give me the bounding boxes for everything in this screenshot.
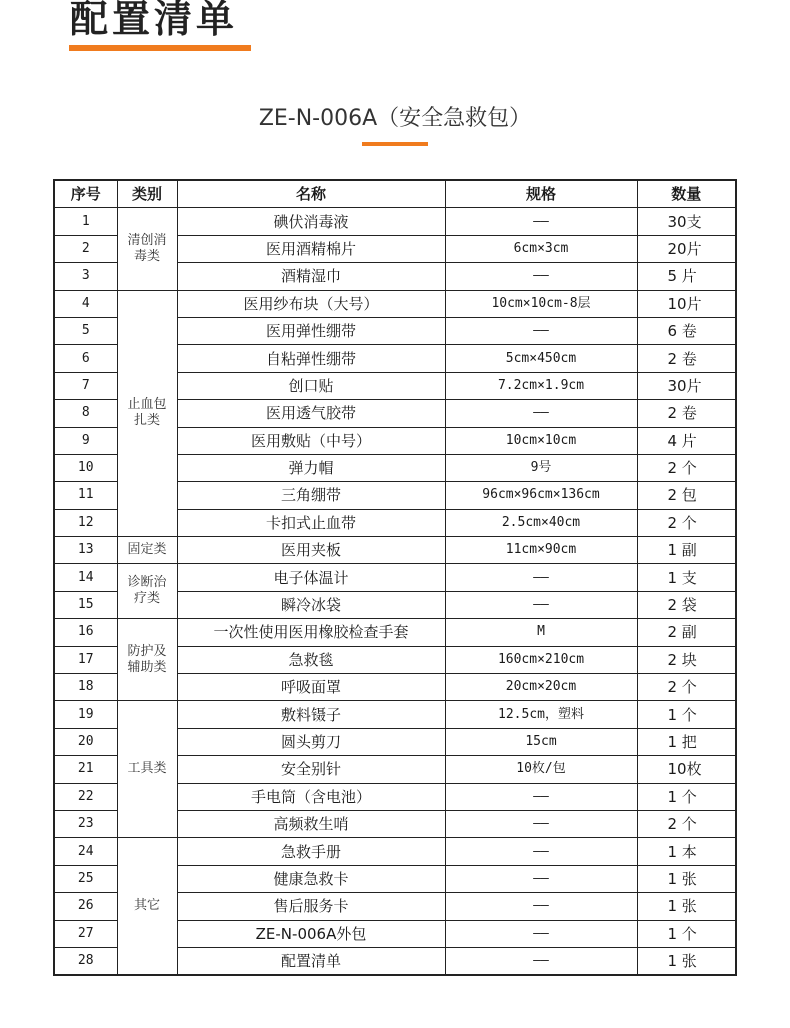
item-spec: 10cm×10cm-8层: [445, 290, 637, 317]
item-spec: ——: [445, 920, 637, 947]
table-row: [54, 537, 736, 564]
item-spec: 6cm×3cm: [445, 235, 637, 262]
item-spec: ——: [445, 947, 637, 975]
item-quantity: 10枚: [637, 756, 736, 783]
category-cell: 工具类: [117, 701, 177, 838]
row-number: 4: [54, 290, 117, 317]
item-name: 医用透气胶带: [177, 400, 445, 427]
item-name: 高频救生哨: [177, 810, 445, 837]
col-header-category: 类别: [117, 180, 177, 208]
item-quantity: 2 个: [637, 509, 736, 536]
row-number: 11: [54, 482, 117, 509]
item-spec: ——: [445, 591, 637, 618]
row-number: 27: [54, 920, 117, 947]
row-number: 17: [54, 646, 117, 673]
item-quantity: 6 卷: [637, 317, 736, 344]
row-number: 25: [54, 865, 117, 892]
row-number: 12: [54, 509, 117, 536]
item-name: 医用夹板: [177, 537, 445, 564]
row-number: 14: [54, 564, 117, 591]
table-row: [54, 208, 736, 235]
item-spec: ——: [445, 838, 637, 865]
item-name: 急救手册: [177, 838, 445, 865]
item-quantity: 20片: [637, 235, 736, 262]
row-number: 10: [54, 454, 117, 481]
table-body: [54, 208, 736, 975]
item-spec: 2.5cm×40cm: [445, 509, 637, 536]
item-name: 瞬冷冰袋: [177, 591, 445, 618]
item-name: 弹力帽: [177, 454, 445, 481]
row-number: 23: [54, 810, 117, 837]
item-name: 健康急救卡: [177, 865, 445, 892]
item-quantity: 2 个: [637, 454, 736, 481]
row-number: 20: [54, 728, 117, 755]
item-spec: ——: [445, 783, 637, 810]
category-cell: 固定类: [117, 537, 177, 564]
item-name: 酒精湿巾: [177, 263, 445, 290]
item-quantity: 2 个: [637, 810, 736, 837]
item-name: 手电筒（含电池）: [177, 783, 445, 810]
col-header-name: 名称: [177, 180, 445, 208]
item-quantity: 1 个: [637, 920, 736, 947]
item-name: 创口贴: [177, 372, 445, 399]
item-name: 医用酒精棉片: [177, 235, 445, 262]
item-quantity: 1 个: [637, 701, 736, 728]
row-number: 24: [54, 838, 117, 865]
table-row: [54, 838, 736, 865]
row-number: 18: [54, 674, 117, 701]
title-underline: [69, 45, 251, 51]
row-number: 13: [54, 537, 117, 564]
item-spec: 10枚/包: [445, 756, 637, 783]
item-quantity: 2 卷: [637, 345, 736, 372]
row-number: 22: [54, 783, 117, 810]
category-cell: 防护及辅助类: [117, 619, 177, 701]
item-quantity: 10片: [637, 290, 736, 317]
item-quantity: 2 卷: [637, 400, 736, 427]
item-quantity: 1 张: [637, 947, 736, 975]
row-number: 3: [54, 263, 117, 290]
item-name: 配置清单: [177, 947, 445, 975]
item-quantity: 2 块: [637, 646, 736, 673]
item-quantity: 30片: [637, 372, 736, 399]
item-spec: 20cm×20cm: [445, 674, 637, 701]
item-name: 圆头剪刀: [177, 728, 445, 755]
item-quantity: 5 片: [637, 263, 736, 290]
item-spec: 160cm×210cm: [445, 646, 637, 673]
row-number: 28: [54, 947, 117, 975]
item-quantity: 1 把: [637, 728, 736, 755]
item-spec: 10cm×10cm: [445, 427, 637, 454]
item-spec: ——: [445, 208, 637, 235]
row-number: 2: [54, 235, 117, 262]
item-spec: 15cm: [445, 728, 637, 755]
config-table: [53, 179, 737, 976]
row-number: 8: [54, 400, 117, 427]
item-spec: 11cm×90cm: [445, 537, 637, 564]
row-number: 26: [54, 893, 117, 920]
item-quantity: 1 个: [637, 783, 736, 810]
item-quantity: 30支: [637, 208, 736, 235]
item-name: 电子体温计: [177, 564, 445, 591]
item-spec: ——: [445, 810, 637, 837]
item-spec: 12.5cm，塑料: [445, 701, 637, 728]
col-header-no: 序号: [54, 180, 117, 208]
item-name: 敷料镊子: [177, 701, 445, 728]
item-spec: M: [445, 619, 637, 646]
row-number: 6: [54, 345, 117, 372]
item-spec: ——: [445, 865, 637, 892]
item-spec: 5cm×450cm: [445, 345, 637, 372]
row-number: 7: [54, 372, 117, 399]
item-quantity: 2 袋: [637, 591, 736, 618]
table-row: [54, 564, 736, 591]
item-name: 医用敷贴（中号）: [177, 427, 445, 454]
row-number: 21: [54, 756, 117, 783]
item-name: 医用纱布块（大号）: [177, 290, 445, 317]
item-quantity: 2 个: [637, 674, 736, 701]
item-spec: ——: [445, 400, 637, 427]
item-quantity: 4 片: [637, 427, 736, 454]
item-spec: ——: [445, 263, 637, 290]
category-cell: 清创消毒类: [117, 208, 177, 290]
item-name: 自粘弹性绷带: [177, 345, 445, 372]
item-spec: ——: [445, 893, 637, 920]
item-name: 一次性使用医用橡胶检查手套: [177, 619, 445, 646]
item-quantity: 1 支: [637, 564, 736, 591]
item-name: 安全别针: [177, 756, 445, 783]
table-row: [54, 701, 736, 728]
item-name: 卡扣式止血带: [177, 509, 445, 536]
item-quantity: 1 本: [637, 838, 736, 865]
item-name: 三角绷带: [177, 482, 445, 509]
row-number: 16: [54, 619, 117, 646]
item-name: 碘伏消毒液: [177, 208, 445, 235]
table-header-row: [54, 180, 736, 208]
item-name: 售后服务卡: [177, 893, 445, 920]
item-name: 急救毯: [177, 646, 445, 673]
page-title: 配置清单: [70, 0, 239, 41]
product-subtitle: ZE-N-006A（安全急救包）: [258, 106, 532, 131]
item-spec: 9号: [445, 454, 637, 481]
item-spec: ——: [445, 564, 637, 591]
row-number: 9: [54, 427, 117, 454]
item-name: 医用弹性绷带: [177, 317, 445, 344]
item-spec: 7.2cm×1.9cm: [445, 372, 637, 399]
row-number: 19: [54, 701, 117, 728]
row-number: 15: [54, 591, 117, 618]
table-row: [54, 619, 736, 646]
table-row: [54, 290, 736, 317]
item-quantity: 1 张: [637, 893, 736, 920]
row-number: 1: [54, 208, 117, 235]
item-name: ZE-N-006A外包: [177, 920, 445, 947]
item-quantity: 1 副: [637, 537, 736, 564]
item-name: 呼吸面罩: [177, 674, 445, 701]
item-quantity: 1 张: [637, 865, 736, 892]
item-quantity: 2 副: [637, 619, 736, 646]
category-cell: 止血包扎类: [117, 290, 177, 537]
row-number: 5: [54, 317, 117, 344]
category-cell: 其它: [117, 838, 177, 975]
item-spec: ——: [445, 317, 637, 344]
category-cell: 诊断治疗类: [117, 564, 177, 619]
col-header-qty: 数量: [637, 180, 736, 208]
item-spec: 96cm×96cm×136cm: [445, 482, 637, 509]
col-header-spec: 规格: [445, 180, 637, 208]
subtitle-underline: [362, 142, 428, 146]
item-quantity: 2 包: [637, 482, 736, 509]
